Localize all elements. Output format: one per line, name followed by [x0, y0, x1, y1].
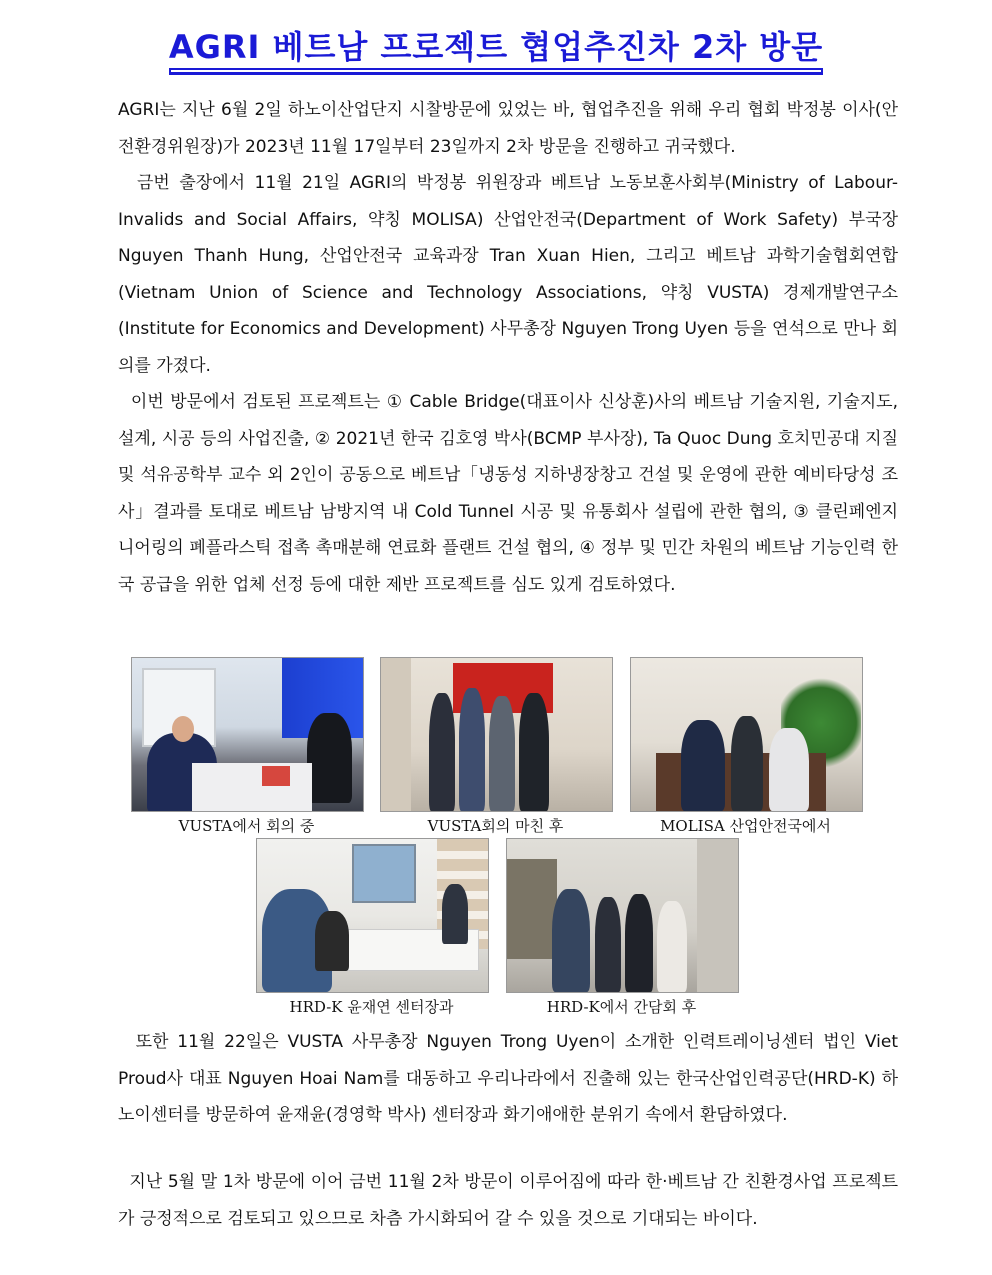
paragraph-hrdk-visit: 또한 11월 22일은 VUSTA 사무총장 Nguyen Trong Uyen이 소개한 인력트레이닝센터 법인 Viet Proud사 대표 Nguyen Hoai Nam를 대동하고 우리나라에서 진출해 있는 한국산업인력공단(HRD-K) 하노이센터를 방문하여 윤재윤(경영학 박사) 센터장과 화기애애한 분위기 속에서 환담하였다.	[118, 1032, 898, 1125]
caption-molisa: MOLISA 산업안전국에서	[660, 817, 831, 835]
paragraph-projects: 이번 방문에서 검토된 프로젝트는 ① Cable Bridge(대표이사 신상훈)사의 베트남 기술지원, 기술지도, 설계, 시공 등의 사업진출, ② 2021년 한국 김호영 박사(BCMP 부사장), Ta Quoc Dung 호치민공대 지질 및 석유공학부 교수 외 2인이 공동으로 베트남「냉동성 지하냉장창고 건설 및 운영에 관한 예비타당성 조사」결과를 토대로 베트남 남방지역 내 Cold Tunnel 시공 및 유통회사 설립에 관한 협의, ③ 클린페엔지니어링의 폐플라스틱 접촉 촉매분해 연료화 플랜트 건설 협의, ④ 정부 및 민간 차원의 베트남 기능인력 한국 공급을 위한 업체 선정 등에 대한 제반 프로젝트를 심도 있게 검토하였다.	[118, 392, 898, 595]
paragraph-meeting: 금번 출장에서 11월 21일 AGRI의 박정봉 위원장과 베트남 노동보훈사회부(Ministry of Labour-Invalids and Social Affairs, 약칭 MOLISA) 산업안전국(Department of Work Safety) 부국장 Nguyen Thanh Hung, 산업안전국 교육과장 Tran Xuan Hien, 그리고 베트남 과학기술협회연합(Vietnam Union of Science and Technology Associations, 약칭 VUSTA) 경제개발연구소(Institute for Economics and Development) 사무총장 Nguyen Trong Uyen 등을 연석으로 만나 회의를 가졌다.	[118, 173, 898, 376]
caption-hrdk-director: HRD-K 윤재연 센터장과	[289, 998, 454, 1016]
photo-hrdk-director	[256, 838, 489, 993]
photo-hrdk-after-talk	[506, 838, 739, 993]
caption-vusta-meeting: VUSTA에서 회의 중	[178, 817, 315, 835]
caption-vusta-after-meeting: VUSTA회의 마친 후	[427, 817, 564, 835]
paragraph-conclusion: 지난 5월 말 1차 방문에 이어 금번 11월 2차 방문이 이루어짐에 따라 한·베트남 간 친환경사업 프로젝트가 긍정적으로 검토되고 있으므로 차츰 가시화되어 갈 수 있을 것으로 기대되는 바이다.	[118, 1172, 898, 1229]
paragraph-intro: AGRI는 지난 6월 2일 하노이산업단지 시찰방문에 있었는 바, 협업추진을 위해 우리 협회 박정봉 이사(안전환경위원장)가 2023년 11월 17일부터 23일까지 2차 방문을 진행하고 귀국했다.	[118, 100, 898, 157]
photo-molisa	[630, 657, 863, 812]
photo-vusta-after-meeting	[380, 657, 613, 812]
page-title	[0, 22, 992, 68]
photo-vusta-meeting	[131, 657, 364, 812]
caption-hrdk-after-talk: HRD-K에서 간담회 후	[546, 998, 697, 1016]
page-title-text: AGRI 베트남 프로젝트 협업추진차 2차 방문	[169, 28, 823, 70]
